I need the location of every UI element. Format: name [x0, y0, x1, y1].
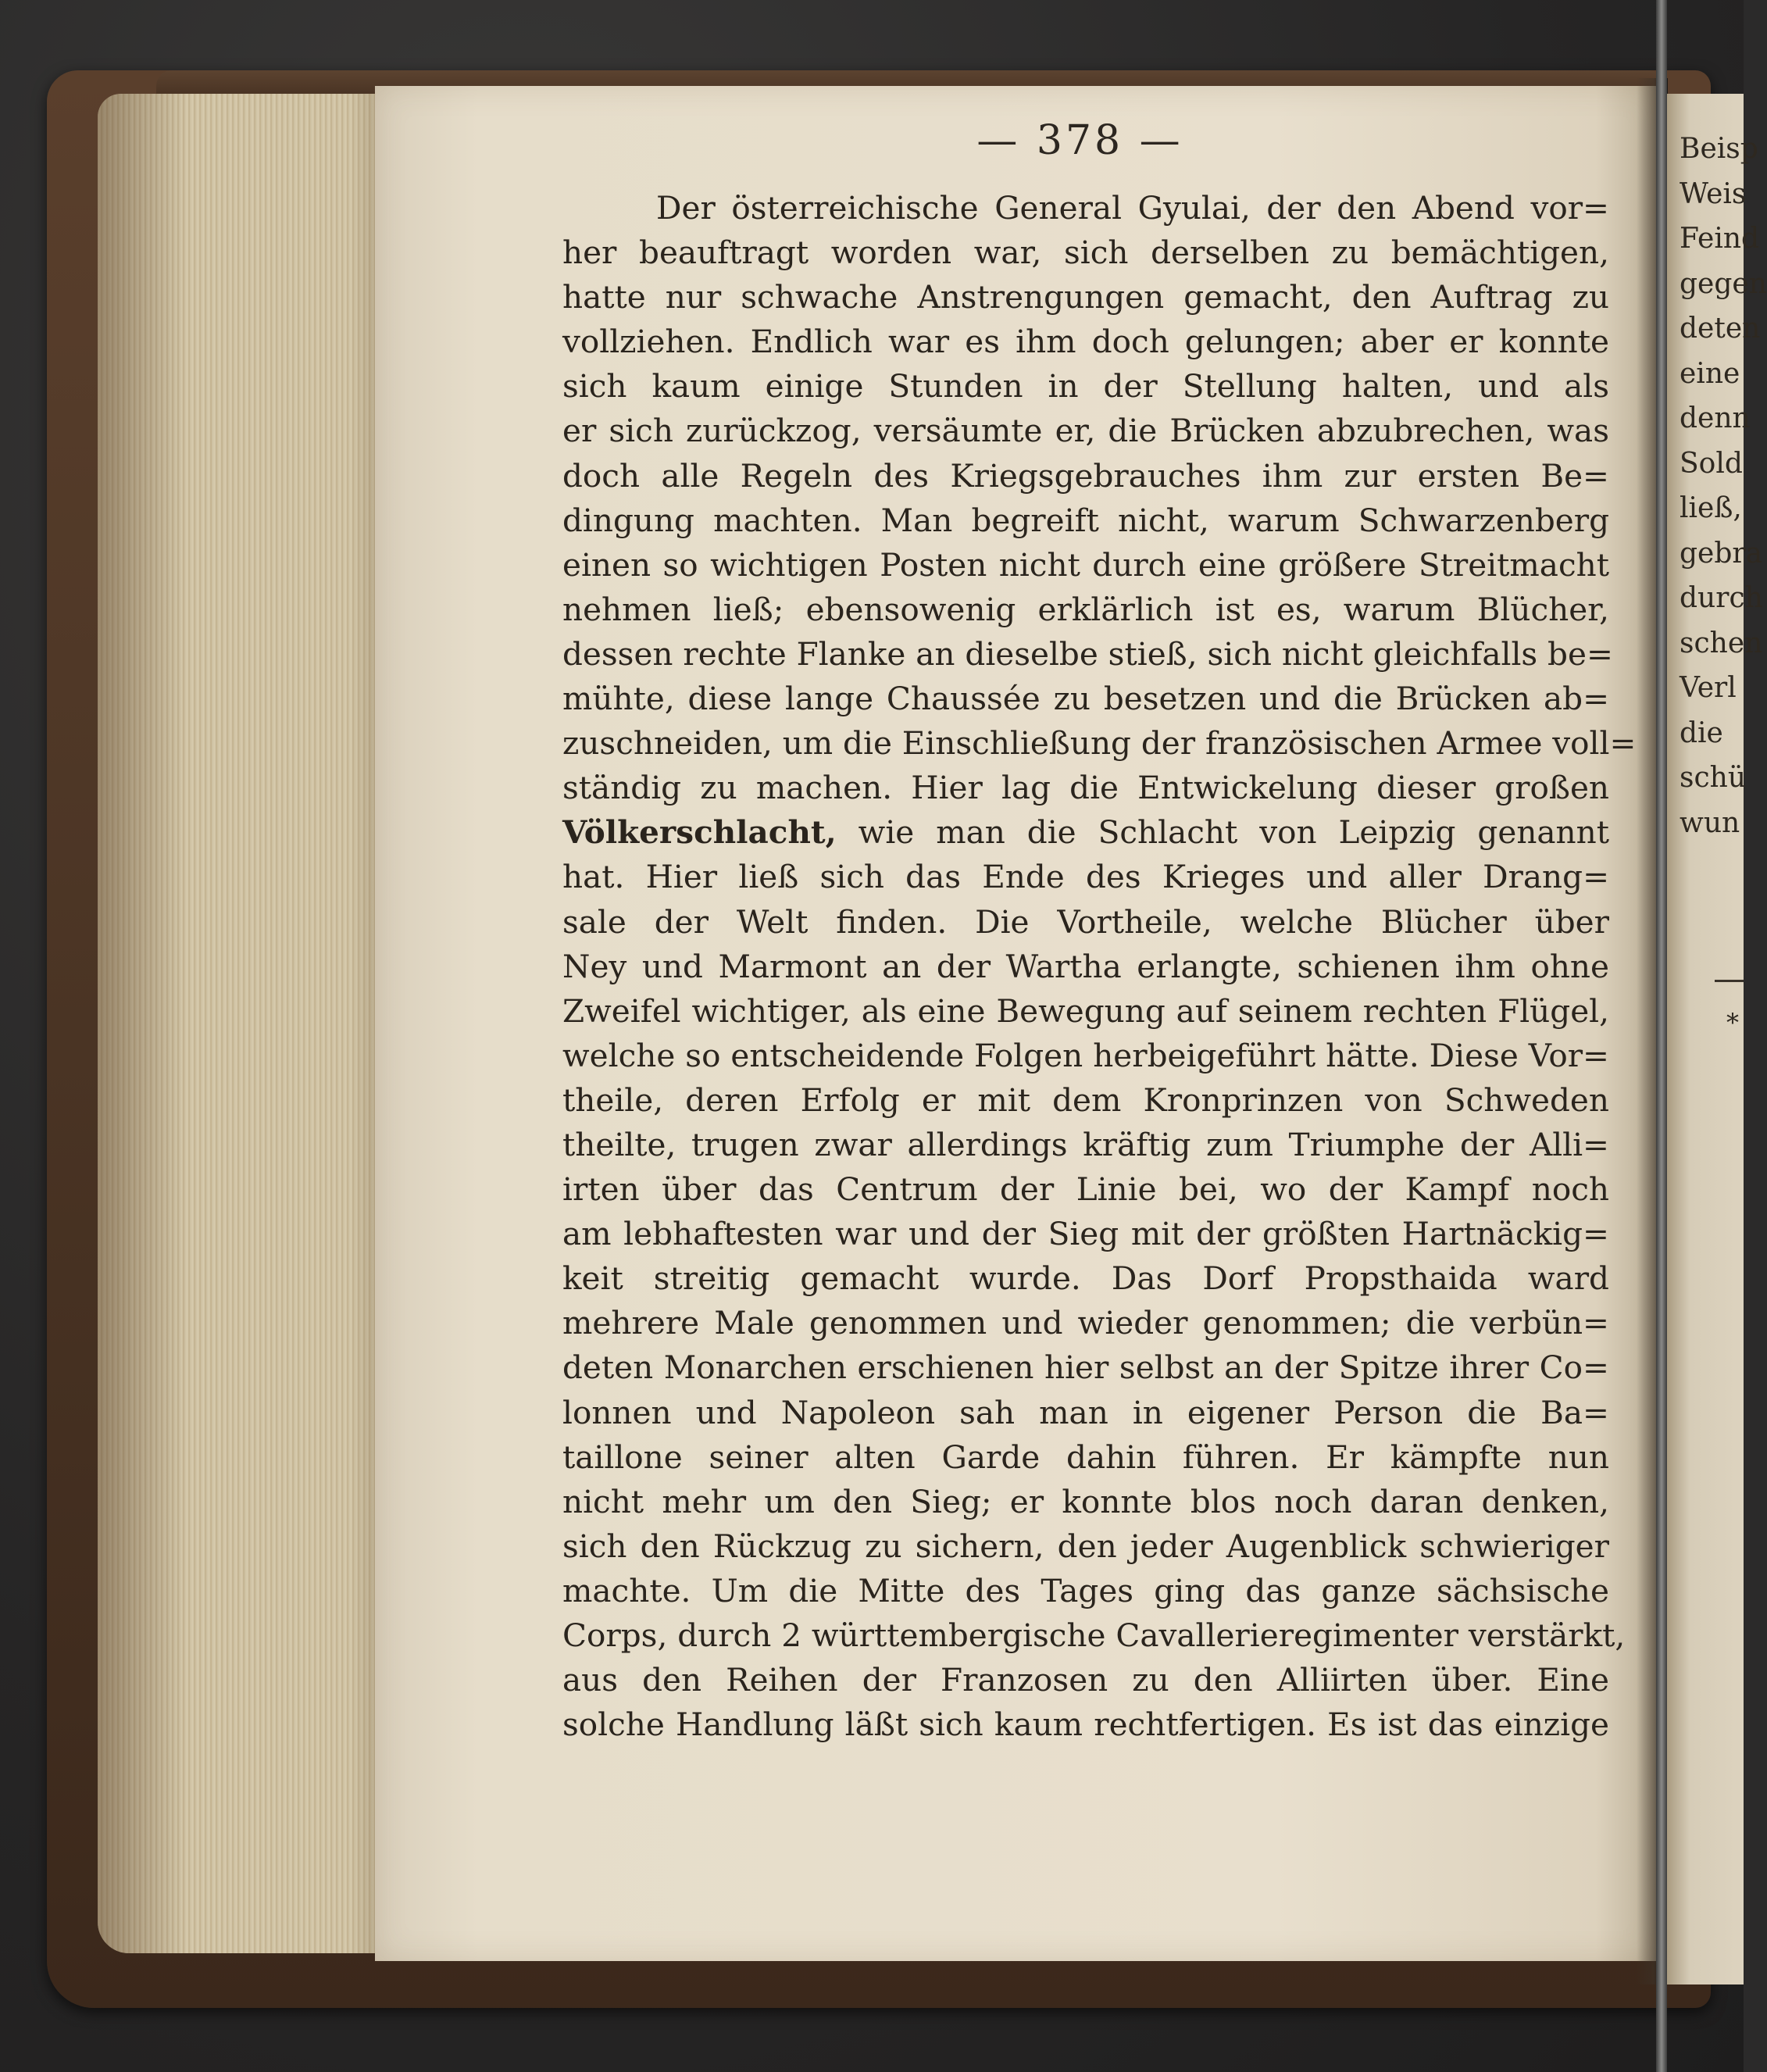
text-line: hat. Hier ließ sich das Ende des Krieges und aller Drang= [562, 858, 1609, 896]
text-line: vollziehen. Endlich war es ihm doch gelungen; aber er konnte [562, 323, 1609, 361]
facing-page-fragment: deten [1680, 313, 1761, 345]
facing-page-fragment: die [1680, 716, 1723, 749]
bold-term: Völkerschlacht, [562, 813, 837, 852]
text-line: solche Handlung läßt sich kaum rechtfertigen. Es ist das einzige [562, 1706, 1609, 1744]
page-block-shadow [98, 94, 394, 1953]
facing-page-fragment: Verl [1680, 672, 1737, 704]
text-line: welche so entscheidende Folgen herbeigeführt hätte. Diese Vor= [562, 1036, 1609, 1074]
body-text [562, 186, 1637, 1747]
facing-page-fragment: denn [1680, 402, 1751, 434]
facing-page-rule [1715, 980, 1744, 982]
text-line: zuschneiden, um die Einschließung der französischen Armee voll= [562, 724, 1637, 763]
text-line: ständig zu machen. Hier lag die Entwickelung dieser großen [562, 769, 1609, 807]
text-line: nehmen ließ; ebensowenig erklärlich ist es, warum Blücher, [562, 590, 1609, 628]
facing-page-fragment: gegen [1680, 267, 1767, 300]
text-line: taillone seiner alten Garde dahin führen. Er kämpfte nun [562, 1438, 1609, 1476]
text-line [562, 810, 1609, 855]
facing-page-fragment: schü [1680, 762, 1747, 794]
text-line: sich kaum einige Stunden in der Stellung halten, und als [562, 367, 1609, 405]
text-line: Der österreichische General Gyulai, der den Abend vor= [656, 189, 1609, 227]
text-line: theilte, trugen zwar allerdings kräftig zum Triumphe der Alli= [562, 1125, 1609, 1163]
facing-page-fragment: Feind [1680, 223, 1760, 255]
text-line-rest: wie man die Schlacht von Leipzig genannt [836, 813, 1609, 852]
facing-page-fragment: wun [1680, 806, 1740, 839]
text-line: Zweifel wichtiger, als eine Bewegung auf seinem rechten Flügel, [562, 991, 1609, 1030]
text-line: dessen rechte Flanke an dieselbe stieß, sich nicht gleichfalls be= [562, 634, 1613, 673]
text-line: deten Monarchen erschienen hier selbst an der Spitze ihrer Co= [562, 1349, 1609, 1387]
text-line: theile, deren Erfolg er mit dem Kronprinzen von Schweden [562, 1081, 1609, 1119]
book-spine-divider [1656, 0, 1667, 2072]
text-line: mühte, diese lange Chaussée zu besetzen und die Brücken ab= [562, 680, 1609, 718]
text-line: mehrere Male genommen und wieder genommen; die verbün= [562, 1304, 1609, 1342]
text-line: Corps, durch 2 württembergische Cavallerieregimenter verstärkt, [562, 1617, 1626, 1654]
facing-page-fragment: durch [1680, 582, 1763, 614]
text-line: keit streitig gemacht wurde. Das Dorf Propsthaida ward [562, 1259, 1609, 1298]
text-line: machte. Um die Mitte des Tages ging das ganze sächsische [562, 1571, 1609, 1609]
text-line: irten über das Centrum der Linie bei, wo der Kampf noch [562, 1170, 1609, 1209]
text-line: her beauftragt worden war, sich derselben zu bemächtigen, [562, 234, 1609, 272]
text-line: aus den Reihen der Franzosen zu den Alliirten über. Eine [562, 1661, 1609, 1699]
facing-page-fragment: ließ, [1680, 492, 1742, 524]
facing-page-text [1680, 127, 1767, 845]
text-line: einen so wichtigen Posten nicht durch eine größere Streitmacht [562, 545, 1609, 584]
facing-page-fragment: schen [1680, 627, 1763, 659]
text-line: am lebhaftesten war und der Sieg mit der größten Hartnäckig= [562, 1215, 1609, 1253]
text-line: Ney und Marmont an der Wartha erlangte, schienen ihm ohne [562, 947, 1609, 985]
text-line: doch alle Regeln des Kriegsgebrauches ihm zur ersten Be= [562, 456, 1609, 495]
page-number: — 378 — [976, 117, 1183, 164]
text-line: er sich zurückzog, versäumte er, die Brücken abzubrechen, was [562, 412, 1609, 450]
text-line: dingung machten. Man begreift nicht, warum Schwarzenberg [562, 501, 1609, 539]
facing-page-fragment: Sold [1680, 447, 1743, 480]
facing-page-fragment: Beisp [1680, 133, 1758, 165]
facing-page-fragment: gebra [1680, 537, 1763, 570]
text-line: sale der Welt finden. Die Vortheile, welche Blücher über [562, 902, 1609, 941]
text-line: hatte nur schwache Anstrengungen gemacht, den Auftrag zu [562, 278, 1609, 316]
text-line: nicht mehr um den Sieg; er konnte blos noch daran denken, [562, 1482, 1609, 1520]
facing-page-footnote-mark: * [1726, 1008, 1739, 1038]
text-line: sich den Rückzug zu sichern, den jeder Augenblick schwieriger [562, 1527, 1609, 1565]
facing-page-fragment: eine [1680, 357, 1740, 390]
text-line: lonnen und Napoleon sah man in eigener Person die Ba= [562, 1393, 1609, 1431]
facing-page-fragment: Weis [1680, 177, 1747, 210]
book-page [375, 86, 1660, 1961]
